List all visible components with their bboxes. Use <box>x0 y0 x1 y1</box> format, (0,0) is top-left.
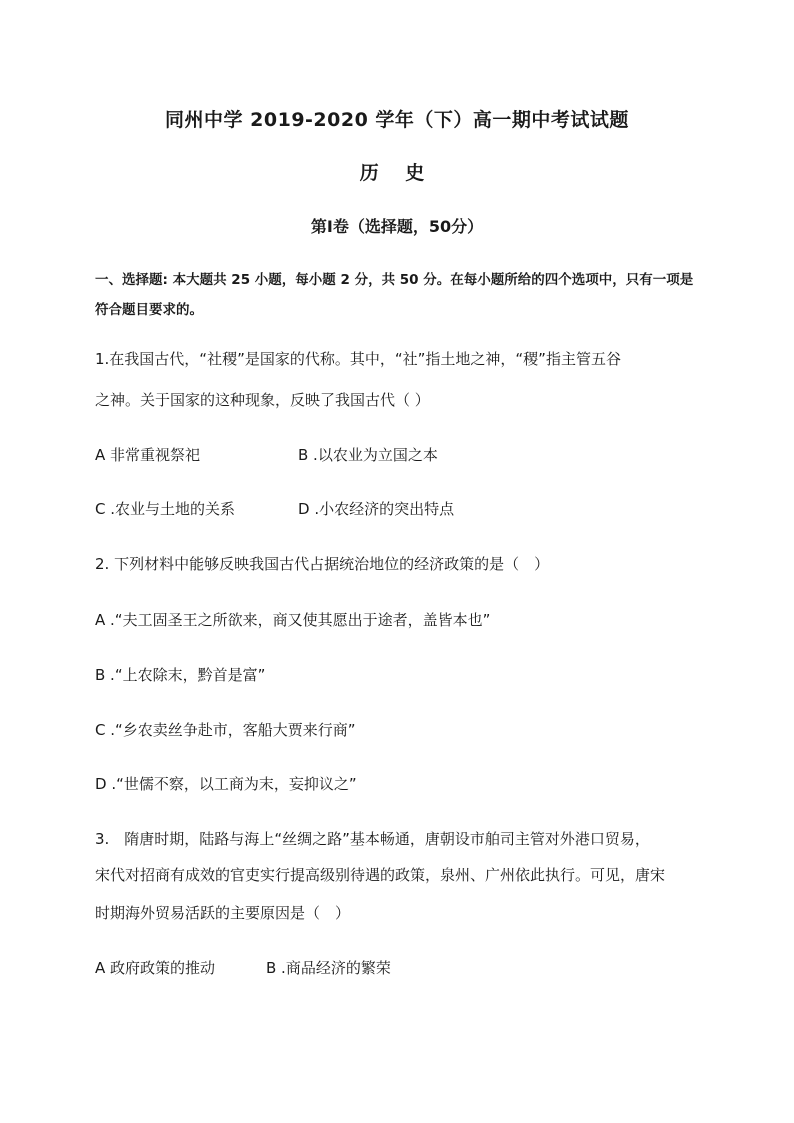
subject-title: 历 史 <box>359 162 435 184</box>
question-1-stem-line-2: 之神。关于国家的这种现象，反映了我国古代（ ） <box>95 391 430 409</box>
question-1-option-d[interactable]: D .小农经济的突出特点 <box>298 500 455 518</box>
question-3-option-a[interactable]: A 政府政策的推动 <box>95 959 216 977</box>
exam-title: 同州中学 2019-2020 学年（下）高一期中考试试题 <box>165 109 629 131</box>
question-2-stem: 2. 下列材料中能够反映我国古代占据统治地位的经济政策的是（ ） <box>95 555 550 573</box>
question-1-option-b[interactable]: B .以农业为立国之本 <box>298 446 438 464</box>
question-3-stem-line-1: 3. 隋唐时期，陆路与海上“丝绸之路”基本畅通，唐朝设市舶司主管对外港口贸易， <box>95 830 650 848</box>
question-2-option-a[interactable]: A .“夫工固圣王之所欲来，商又使其愿出于途者，盖皆本也” <box>95 611 491 629</box>
question-1-stem-line-1: 1.在我国古代，“社稷”是国家的代称。其中，“社”指土地之神，“稷”指主管五谷 <box>95 350 621 368</box>
question-1-option-c[interactable]: C .农业与土地的关系 <box>95 500 236 518</box>
question-2-option-b[interactable]: B .“上农除末，黔首是富” <box>95 666 266 684</box>
question-1-option-a[interactable]: A 非常重视祭祀 <box>95 446 201 464</box>
instructions-line-2: 符合题目要求的。 <box>95 302 203 318</box>
question-3-stem-line-3: 时期海外贸易活跃的主要原因是（ ） <box>95 904 351 922</box>
question-2-option-c[interactable]: C .“乡农卖丝争赴市，客船大贾来行商” <box>95 721 356 739</box>
section-title: 第Ⅰ卷（选择题，50分） <box>310 217 484 236</box>
question-3-stem-line-2: 宋代对招商有成效的官吏实行提高级别待遇的政策，泉州、广州依此执行。可见，唐宋 <box>95 866 666 884</box>
question-3-option-b[interactable]: B .商品经济的繁荣 <box>266 959 391 977</box>
instructions-line-1: 一、选择题: 本大题共 25 小题，每小题 2 分，共 50 分。在每小题所给的四个选项中，只有一项是 <box>95 272 694 288</box>
question-2-option-d[interactable]: D .“世儒不察，以工商为末，妄抑议之” <box>95 775 357 793</box>
